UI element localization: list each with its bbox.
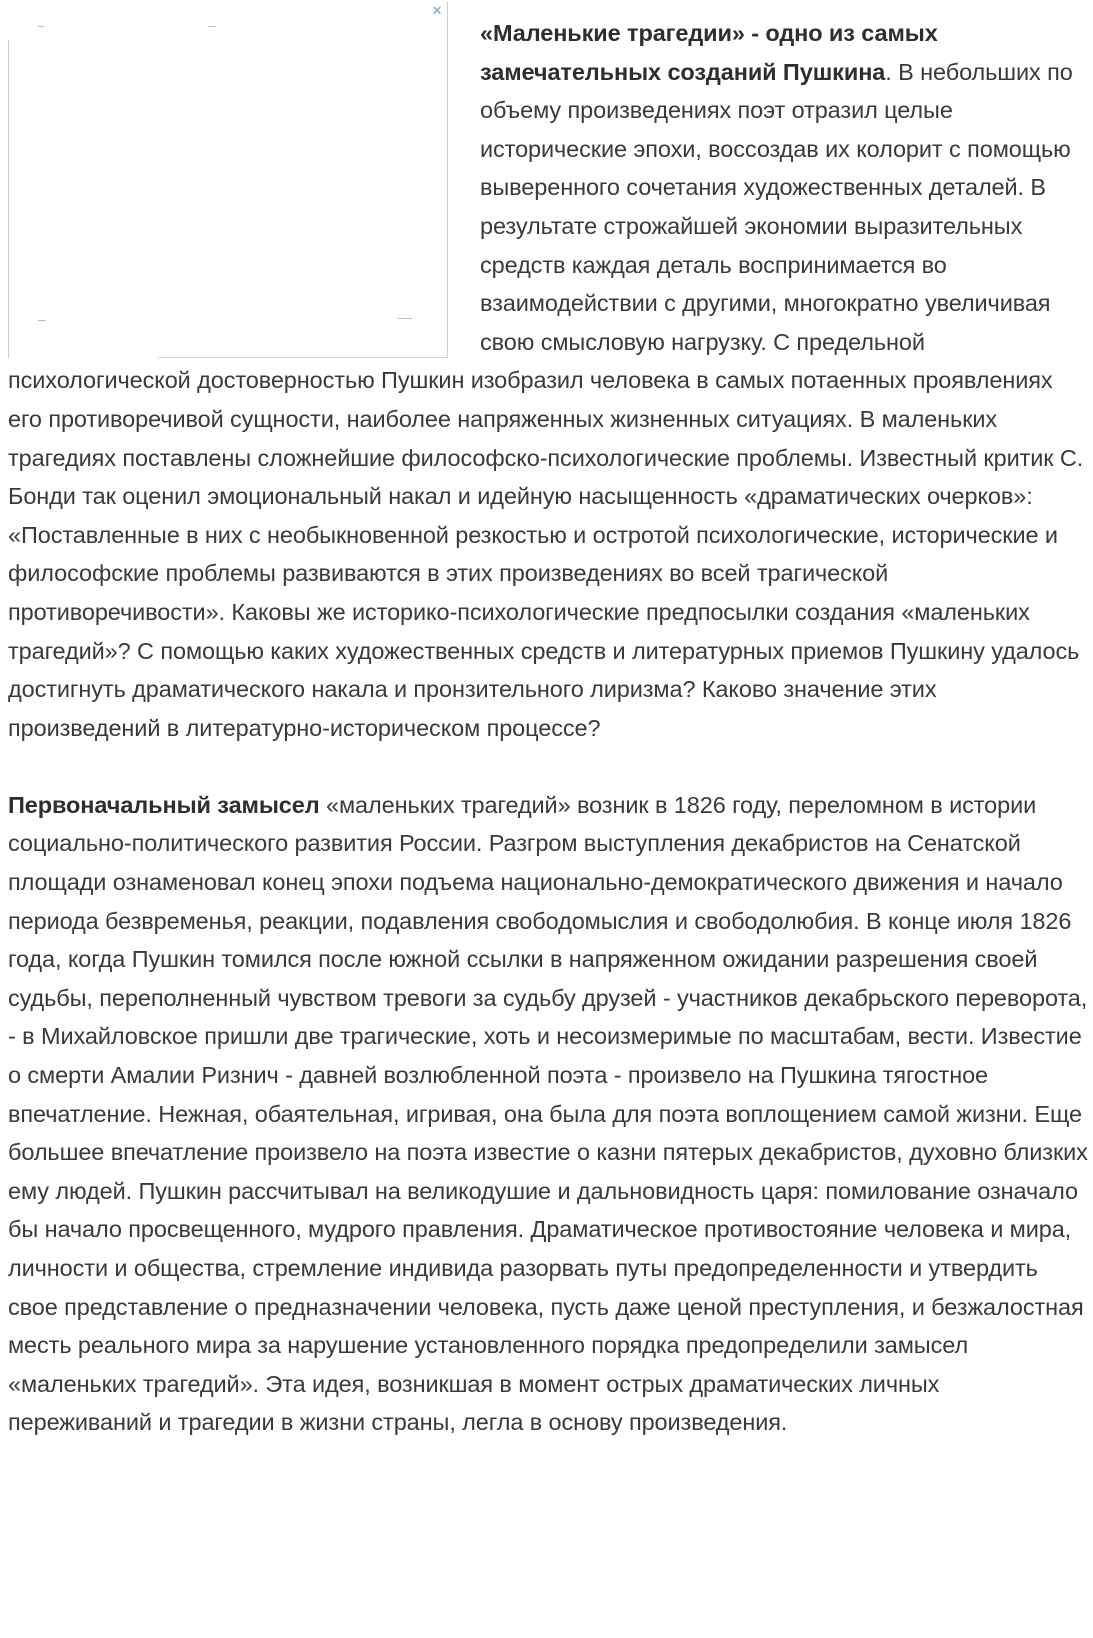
paragraph-origin-lead: Первоначальный замысел [8, 791, 320, 818]
ad-artifact [38, 26, 44, 27]
ad-artifact [398, 318, 412, 319]
paragraph-intro-lead: «Маленькие трагедии» - одно из самых замечательных созданий Пушкина [480, 20, 938, 85]
ad-artifact [208, 26, 216, 27]
ad-artifact [38, 320, 46, 321]
paragraph-intro-body: . В небольших по объему произведениях поэт отразил целые исторические эпохи, воссоздав их колорит с помощью выверенного сочетания художественных деталей. В результате строжайшей экономии выразительных средств каждая деталь воспринимается во взаимодействии с другими, многократно увеличивая свою смысловую нагрузку. С предельной психологической достоверностью Пушкин изобразил человека в самых потаенных проявлениях его противоречивой сущности, наиболее напряженных жизненных ситуациях. В маленьких трагедиях поставлены сложнейшие философско-психологические проблемы. Известный критик С. Бонди так оценил эмоциональный накал и идейную насыщенность «драматических очерков»: «Поставленные в них с необыкновенной резкостью и остротой психологические, исторические и философские проблемы развиваются в этих произведениях во всей трагической противоречивости». Каковы же историко-психологические предпосылки создания «маленьких трагедий»? С помощью каких художественных средств и литературных приемов Пушкину удалось достигнуть драматического накала и пронзительного лиризма? Каково значение этих произведений в литературно-историческом процессе? [8, 58, 1084, 741]
paragraph-origin-body: «маленьких трагедий» возник в 1826 году, переломном в истории социально-политического развития России. Разгром выступления декабристов на Сенатской площади ознаменовал конец эпохи подъема национально-демократического движения и начало периода безвременья, реакции, подавления свободомыслия и свободолюбия. В конце июля 1826 года, когда Пушкин томился после южной ссылки в напряженном ожидании разрешения своей судьбы, переполненный чувством тревоги за судьбу друзей - участников декабрьского переворота, - в Михайловское пришли две трагические, хоть и несоизмеримые по масштабам, вести. Известие о смерти Амалии Ризнич - давней возлюбленной поэта - произвело на Пушкина тягостное впечатление. Нежная, обаятельная, игривая, она была для поэта воплощением самой жизни. Еще большее впечатление произвело на поэта известие о казни пятерых декабристов, духовно близких ему людей. Пушкин рассчитывал на великодушие и дальновидность царя: помилование означало бы начало просвещенного, мудрого правления. Драматическое противостояние человека и мира, личности и общества, стремление индивида разорвать путы предопределенности и утвердить свое представление о предназначении человека, пусть даже ценой преступления, и безжалостная месть реального мира за нарушение установленного порядка предопределили замысел «маленьких трагедий». Эта идея, возникшая в момент острых драматических личных переживаний и трагедии в жизни страны, легла в основу произведения. [8, 791, 1088, 1436]
article [8, 3, 1088, 1481]
ad-right-edge [447, 2, 448, 358]
paragraph-origin [8, 786, 1088, 1442]
ad-bottom-edge [158, 357, 448, 358]
ad-placeholder[interactable] [8, 2, 448, 358]
ad-close-icon[interactable]: ✕ [431, 3, 443, 18]
ad-left-edge [8, 40, 9, 358]
